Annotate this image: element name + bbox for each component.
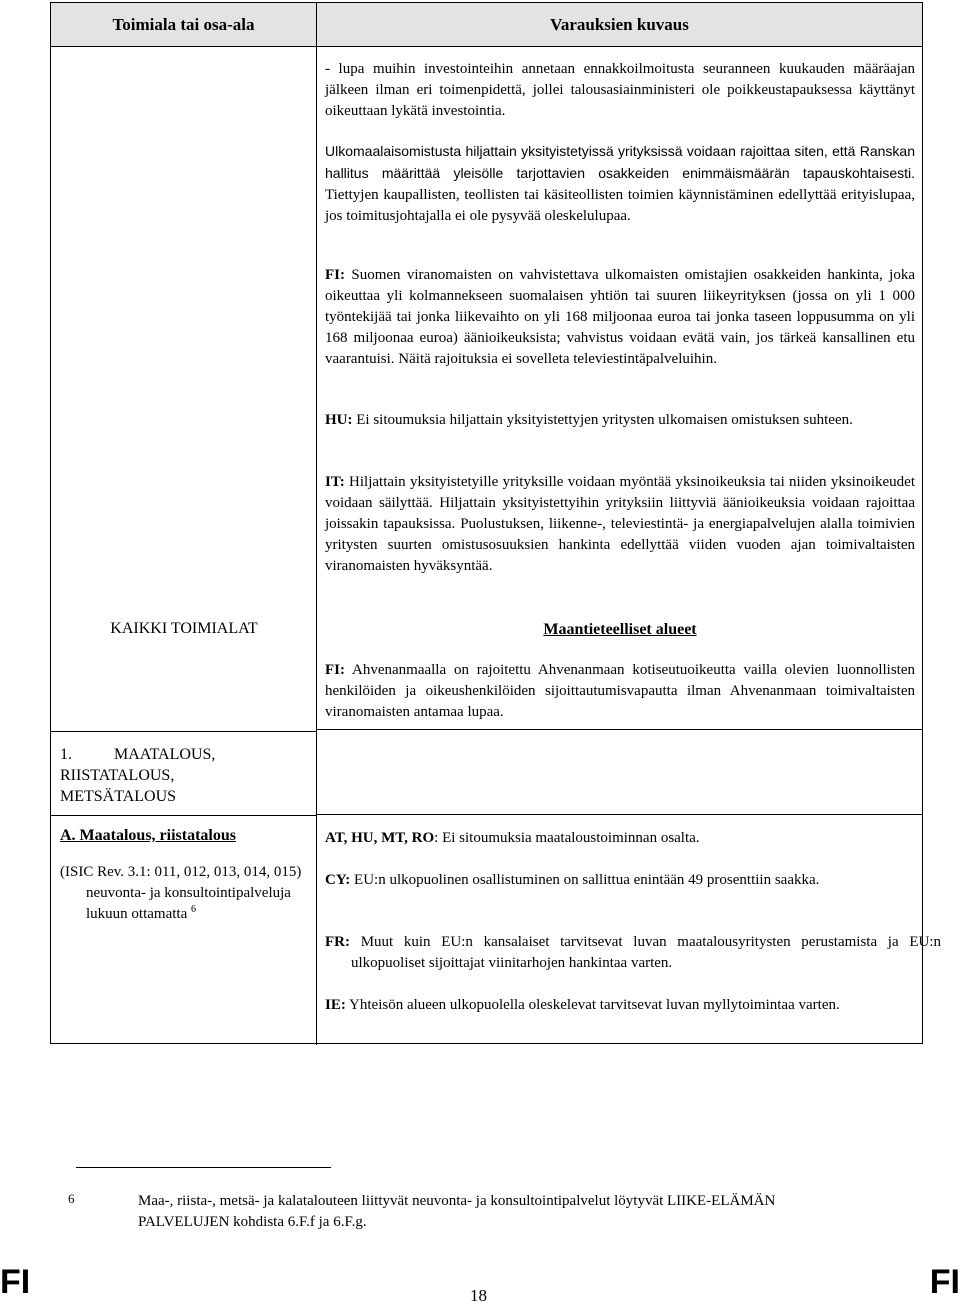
- paragraph-fi: [325, 265, 915, 370]
- paragraph-it-text: Hiljattain yksityistetyille yrityksille voidaan myöntää yksinoikeuksia tai niiden yksinoikeudet voidaan säilyttää. Hiljattain yksityistettyihin yrityksiin liittyviä äänioikeuksia voidaan rajoittaa joissakin tapauksissa. Puolustuksen, liikenne-, televiestintä- ja energiapalvelujen alalla toimivien yritysten suurten omistusosuuksien hankinta edellyttää viiden vuoden ajan toimivaltaisten viranomaisten hyväksyntää.: [325, 474, 915, 574]
- footnote-separator: [76, 1167, 331, 1168]
- sector-agriculture: [60, 744, 290, 807]
- footnote-ref: 6: [190, 904, 196, 915]
- paragraph-ranska: [325, 141, 915, 227]
- subsector-heading-text: A. Maatalous, riistatalous: [60, 827, 236, 844]
- country-code-hu: HU:: [325, 412, 353, 428]
- country-codes-at-hu-mt-ro: AT, HU, MT, RO: [325, 830, 435, 846]
- label-all-sectors: KAIKKI TOIMIALAT: [110, 620, 258, 637]
- paragraph-ie-text: Yhteisön alueen ulkopuolella oleskelevat tarvitsevat luvan myllytoimintaa varten.: [345, 997, 840, 1013]
- sector-label-2: RIISTATALOUS,: [60, 767, 175, 784]
- paragraph-ranska-sans: Ulkomaalaisomistusta hiljattain yksityistetyissä yrityksissä voidaan rajoittaa siten, että Ranskan hallitus määrittää yleisölle tarjottavien osakkeiden enimmäismäärän tapauskohtaisesti.: [325, 143, 915, 181]
- paragraph-cy-text: EU:n ulkopuolinen osallistuminen on sallittua enintään 49 prosenttiin saakka.: [350, 872, 820, 888]
- country-code-cy: CY:: [325, 872, 351, 888]
- header-sector: Toimiala tai osa-ala: [112, 15, 255, 34]
- sector-line-1: [60, 744, 290, 765]
- row-divider-right: [316, 729, 922, 730]
- country-code-it: IT:: [325, 474, 345, 490]
- paragraph-ranska-serif: Tiettyjen kaupallisten, teollisten tai käsiteollisten toimien käynnistäminen edellyttää erityislupaa, jos toimitusjohtajalla ei ole pysyvää oleskelulupaa.: [325, 187, 915, 224]
- page-number: 18: [470, 1286, 487, 1305]
- heading-geographic: [325, 619, 915, 640]
- paragraph-hu: [325, 410, 915, 431]
- paragraph-cy: [325, 870, 941, 891]
- paragraph-lupa: - lupa muihin investointeihin annetaan ennakkoilmoitusta seuranneen kuukauden määräajan jälkeen ilman eri toimenpidettä, jollei talousasiainministeri ole poikkeustapauksessa käyttänyt oikeuttaan lykätä investointia.: [325, 61, 915, 119]
- paragraph-fi-ahvenanmaa-text: Ahvenanmaalla on rajoitettu Ahvenanmaan kotiseutuoikeutta vailla olevien luonnollisten henkilöiden ja oikeushenkilöiden sijoittautumisvapautta ilman Ahvenanmaan toimivaltaisten viranomaisten antamaa lupaa.: [325, 662, 915, 720]
- paragraph-hu-text: Ei sitoumuksia hiljattain yksityistettyjen yritysten ulkomaisen omistuksen suhteen.: [352, 412, 853, 428]
- paragraph-at: [325, 828, 915, 849]
- row-divider-left-2: [51, 815, 316, 816]
- row-divider-right-2: [316, 814, 922, 815]
- country-code-ie: IE:: [325, 997, 346, 1013]
- header-description: Varauksien kuvaus: [550, 15, 689, 34]
- paragraph-at-text: : Ei sitoumuksia maataloustoiminnan osalta.: [434, 830, 700, 846]
- isic-codes: [60, 862, 306, 925]
- paragraph-fi-ahvenanmaa: [325, 660, 915, 723]
- paragraph-fr-text: Muut kuin EU:n kansalaiset tarvitsevat luvan maatalousyritysten perustamista ja EU:n ulkopuoliset sijoittajat viinitarhojen hankintaa varten.: [350, 934, 941, 971]
- country-code-fi-2: FI:: [325, 662, 345, 678]
- paragraph-fi-text: Suomen viranomaisten on vahvistettava ulkomaisten omistajien osakkeiden hankinta, joka oikeuttaa yli kolmannekseen suomalaisen yhtiön tai suuren liikeyrityksen (jossa on yli 1 000 työntekijää tai jonka liikevaihto on yli 168 miljoonaa euroa tai jonka taseen loppusumma on yli 168 miljoonaa euroa) äänioikeuksista; vahvistus voidaan evätä vain, jos tärkeä kansallinen etu vaarantuisi. Näitä rajoituksia ei sovelleta televiestintäpalveluihin.: [325, 267, 915, 367]
- row-divider-left: [51, 731, 316, 732]
- isic-codes-text: (ISIC Rev. 3.1: 011, 012, 013, 014, 015) neuvonta- ja konsultointipalveluja lukuun ottamatta: [60, 864, 302, 922]
- country-code-fr: FR:: [325, 934, 350, 950]
- sector-label-1: MAATALOUS,: [114, 746, 216, 763]
- footer-left-code: FI: [0, 1263, 31, 1301]
- footnote-number: 6: [68, 1191, 75, 1206]
- subsector-heading: [60, 825, 290, 846]
- footer-right-code: FI: [929, 1263, 960, 1301]
- heading-geographic-text: Maantieteelliset alueet: [543, 621, 697, 638]
- footnote-text: Maa-, riista-, metsä- ja kalatalouteen liittyvät neuvonta- ja konsultointipalvelut löytyvät LIIKE-ELÄMÄN PALVELUJEN kohdista 6.F.f ja 6.F.g.: [138, 1193, 776, 1230]
- sector-number: 1.: [60, 746, 72, 763]
- paragraph-it: [325, 472, 915, 577]
- sector-label-3: METSÄTALOUS: [60, 788, 177, 805]
- table-header: [51, 3, 922, 47]
- country-code-fi: FI:: [325, 267, 345, 283]
- column-divider: [316, 3, 317, 1045]
- paragraph-fr: [325, 932, 941, 974]
- reservations-table: [50, 2, 941, 1044]
- paragraph-ie: [325, 995, 941, 1016]
